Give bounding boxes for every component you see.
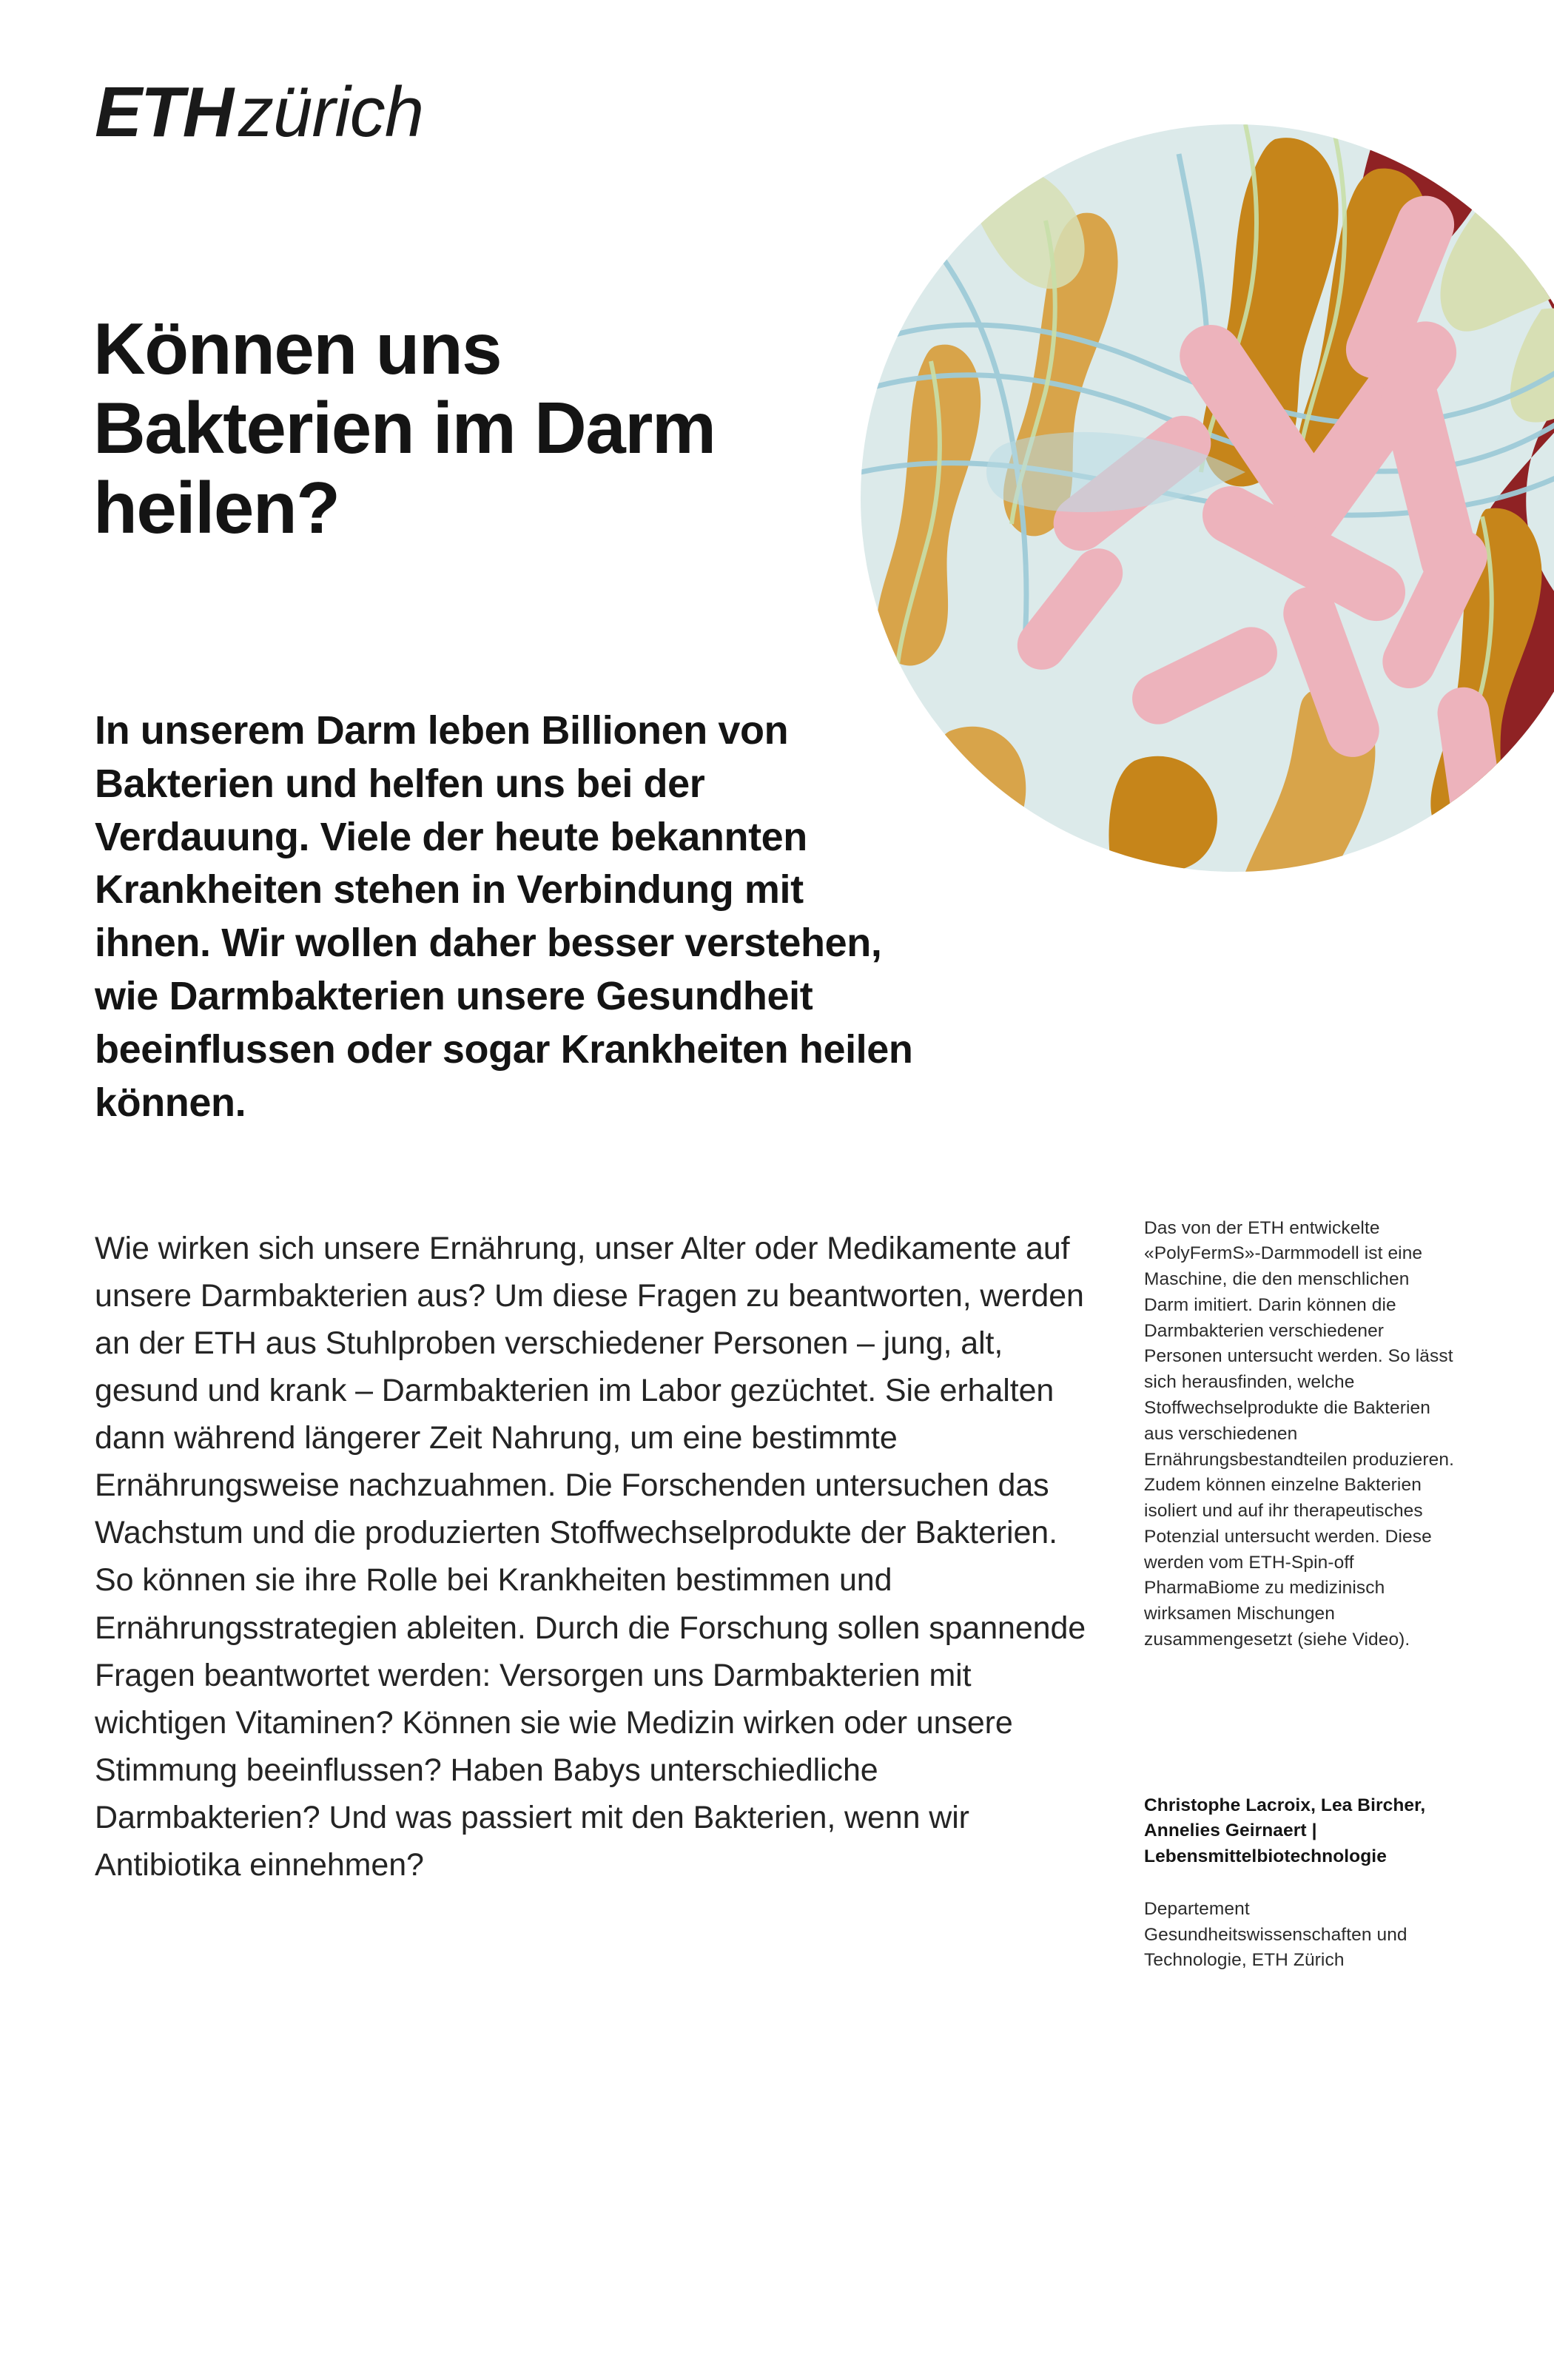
sidebar-note-block <box>1144 1197 1455 1671</box>
credits-authors: Christophe Lacroix, Lea Bircher, Annelies Geirnaert | Lebensmittelbiotechnologie <box>1144 1795 1426 1867</box>
illustration-svg <box>861 124 1554 872</box>
page-title: Können uns Bakterien im Darm heilen? <box>93 307 716 549</box>
body-paragraph: Wie wirken sich unsere Ernährung, unser Alter oder Medikamente auf unsere Darmbakterien aus? Um diese Fragen zu beantworten, werden an der ETH aus Stuhlproben verschiedener Personen – jung, alt, gesund und krank – Darmbakterien im Labor gezüchtet. Sie erhalten dann während längerer Zeit Nahrung, um eine bestimmte Ernährungsweise nachzuahmen. Die Forschenden untersuchen das Wachstum und die produzierten Stoffwechselprodukte der Bakterien. So können sie ihre Rolle bei Krankheiten bestimmen und Ernährungsstrategien ableiten. Durch die Forschung sollen spannende Fragen beantwortet werden: Versorgen uns Darmbakterien mit wichtigen Vitaminen? Können sie wie Medizin wirken oder unsere Stimmung beeinflussen? Haben Babys unterschiedliche Darmbakterien? Und was passiert mit den Bakterien, wenn wir Antibiotika einnehmen? <box>95 1231 1086 1883</box>
logo-zurich-text: zürich <box>238 73 424 152</box>
gut-bacteria-circular-illustration <box>861 124 1554 872</box>
sidebar-note-text: Das von der ETH entwickelte «PolyFermS»-Darmmodell ist eine Maschine, die den menschlichen Darm imitiert. Darin können die Darmbakterien verschiedener Personen untersucht werden. So lässt sich herausfinden, welche Stoffwechselprodukte die Bakterien aus verschiedenen Ernährungsbestandteilen produzieren. Zudem können einzelne Bakterien isoliert und auf ihr therapeutisches Potenzial untersucht werden. Diese werden vom ETH-Spin-off PharmaBiome zu medizinisch wirksamen Mischungen zusammengesetzt (siehe Video). <box>1144 1217 1455 1650</box>
lead-paragraph: In unserem Darm leben Billionen von Bakterien und helfen uns bei der Verdauung. Viele der heute bekannten Krankheiten stehen in Verbindung mit ihnen. Wir wollen daher besser verstehen, wie Darmbakterien unsere Gesundheit beeinflussen oder sogar Krankheiten heilen können. <box>95 708 913 1125</box>
eth-zurich-logo <box>95 73 424 152</box>
credits-department: Departement Gesundheitswissenschaften und Technologie, ETH Zürich <box>1144 1898 1407 1971</box>
credits-block <box>1144 1775 1462 1992</box>
logo-eth-text: ETH <box>95 73 232 152</box>
